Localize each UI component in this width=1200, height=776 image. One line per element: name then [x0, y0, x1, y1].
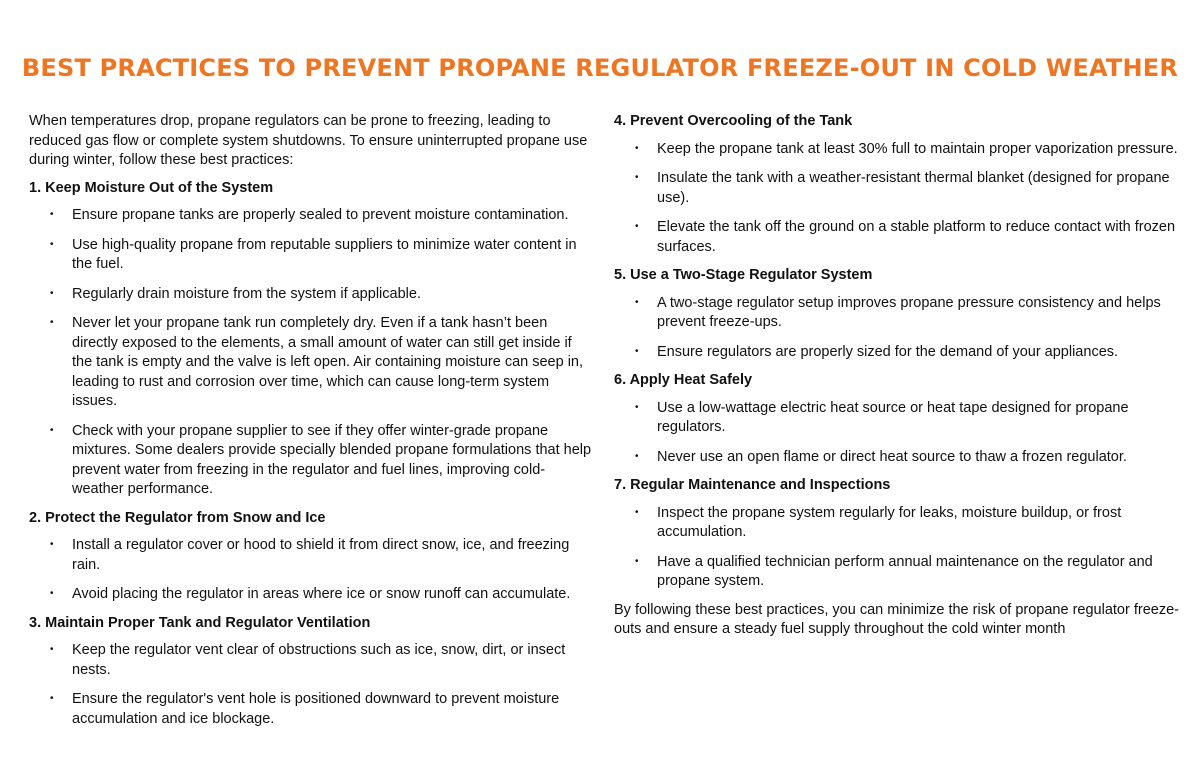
bullet-icon: •: [635, 450, 639, 462]
bullet-list: [614, 504, 1179, 592]
list-item-text: Regularly drain moisture from the system if applicable.: [72, 285, 421, 302]
list-item: [614, 140, 1179, 160]
list-item: [29, 641, 594, 680]
section-two-stage: [614, 266, 1179, 362]
section-heading: 5. Use a Two-Stage Regulator System: [614, 267, 873, 283]
bullet-list: [29, 641, 594, 729]
section-heading: 6. Apply Heat Safely: [614, 372, 753, 388]
list-item: [614, 218, 1179, 257]
list-item: [29, 585, 594, 605]
list-item-text: Keep the regulator vent clear of obstructions such as ice, snow, dirt, or insect nests.: [72, 642, 566, 678]
page-title: BEST PRACTICES TO PREVENT PROPANE REGULATOR FREEZE-OUT IN COLD WEATHER: [21, 54, 1179, 82]
section-heading: 7. Regular Maintenance and Inspections: [614, 477, 891, 493]
closing-paragraph: By following these best practices, you can minimize the risk of propane regulator freeze-outs and ensure a steady fuel supply throughout the cold winter month: [614, 601, 1179, 637]
bullet-icon: •: [635, 296, 639, 308]
bullet-icon: •: [635, 345, 639, 357]
bullet-icon: •: [635, 401, 639, 413]
list-item-text: Check with your propane supplier to see if they offer winter-grade propane mixtures. Some dealers provide specially blended propane formulations that help prevent water from freezing in the regulator and fuel lines, improving cold-weather performance.: [72, 422, 592, 497]
list-item-text: Inspect the propane system regularly for leaks, moisture buildup, or frost accumulation.: [657, 504, 1122, 540]
list-item: [614, 399, 1179, 438]
section-overcooling: [614, 112, 1179, 257]
list-item: [614, 448, 1179, 468]
list-item-text: Never let your propane tank run completely dry. Even if a tank hasn’t been directly exposed to the elements, a small amount of water can still get inside if the tank is empty and the valve is left open. Air containing moisture can seep in, leading to rust and corrosion over time, which can cause long-term system issues.: [72, 315, 584, 409]
list-item-text: Ensure regulators are properly sized for the demand of your appliances.: [657, 343, 1119, 360]
section-heading: 1. Keep Moisture Out of the System: [29, 179, 274, 196]
bullet-list: [29, 536, 594, 605]
list-item: [29, 314, 594, 412]
bullet-icon: •: [50, 693, 54, 704]
list-item-text: Install a regulator cover or hood to shield it from direct snow, ice, and freezing rain.: [72, 537, 570, 573]
right-column: [614, 112, 1179, 648]
list-item-text: Elevate the tank off the ground on a stable platform to reduce contact with frozen surfaces.: [657, 219, 1176, 255]
list-item-text: Never use an open flame or direct heat source to thaw a frozen regulator.: [657, 448, 1127, 465]
list-item: [29, 690, 594, 729]
list-item: [614, 294, 1179, 333]
left-column: [29, 112, 594, 738]
list-item-text: Avoid placing the regulator in areas where ice or snow runoff can accumulate.: [72, 586, 571, 602]
section-snow-ice: [29, 509, 594, 605]
bullet-icon: •: [50, 424, 54, 436]
list-item: [614, 343, 1179, 363]
bullet-icon: •: [50, 588, 54, 599]
bullet-icon: •: [50, 209, 54, 220]
list-item: [614, 169, 1179, 208]
section-heat: [614, 371, 1179, 467]
section-heading: 2. Protect the Regulator from Snow and Ice: [29, 509, 326, 526]
list-item: [29, 206, 594, 226]
list-item: [29, 236, 594, 275]
bullet-icon: •: [635, 555, 639, 567]
bullet-icon: •: [50, 644, 54, 655]
bullet-icon: •: [50, 317, 54, 328]
bullet-list: [614, 140, 1179, 258]
list-item-text: Ensure propane tanks are properly sealed to prevent moisture contamination.: [72, 207, 569, 223]
list-item: [29, 285, 594, 305]
bullet-icon: •: [635, 142, 639, 154]
list-item: [614, 553, 1179, 592]
bullet-list: [614, 399, 1179, 468]
bullet-icon: •: [635, 221, 639, 232]
list-item-text: Use high-quality propane from reputable suppliers to minimize water content in the fuel.: [72, 236, 577, 272]
list-item: [29, 422, 594, 500]
section-moisture: [29, 179, 594, 500]
list-item-text: Ensure the regulator's vent hole is positioned downward to prevent moisture accumulation and ice blockage.: [72, 691, 560, 727]
list-item: [29, 536, 594, 575]
bullet-icon: •: [50, 287, 54, 299]
list-item-text: Keep the propane tank at least 30% full to maintain proper vaporization pressure.: [657, 140, 1178, 157]
list-item-text: Use a low-wattage electric heat source or heat tape designed for propane regulators.: [657, 399, 1129, 435]
section-maintenance: [614, 476, 1179, 592]
bullet-list: [614, 294, 1179, 363]
list-item: [614, 504, 1179, 543]
section-ventilation: [29, 614, 594, 730]
intro-paragraph: When temperatures drop, propane regulators can be prone to freezing, leading to reduced gas flow or complete system shutdowns. To ensure uninterrupted propane use during winter, follow these best practices:: [29, 113, 588, 168]
bullet-icon: •: [635, 172, 639, 183]
list-item-text: Insulate the tank with a weather-resistant thermal blanket (designed for propane use).: [657, 170, 1170, 206]
list-item-text: A two-stage regulator setup improves propane pressure consistency and helps prevent freeze-ups.: [657, 294, 1161, 330]
list-item-text: Have a qualified technician perform annual maintenance on the regulator and propane system.: [657, 553, 1153, 589]
section-heading: 4. Prevent Overcooling of the Tank: [614, 113, 853, 129]
bullet-list: [29, 206, 594, 500]
bullet-icon: •: [635, 506, 639, 518]
bullet-icon: •: [50, 238, 54, 250]
section-heading: 3. Maintain Proper Tank and Regulator Ventilation: [29, 614, 371, 631]
bullet-icon: •: [50, 539, 54, 550]
